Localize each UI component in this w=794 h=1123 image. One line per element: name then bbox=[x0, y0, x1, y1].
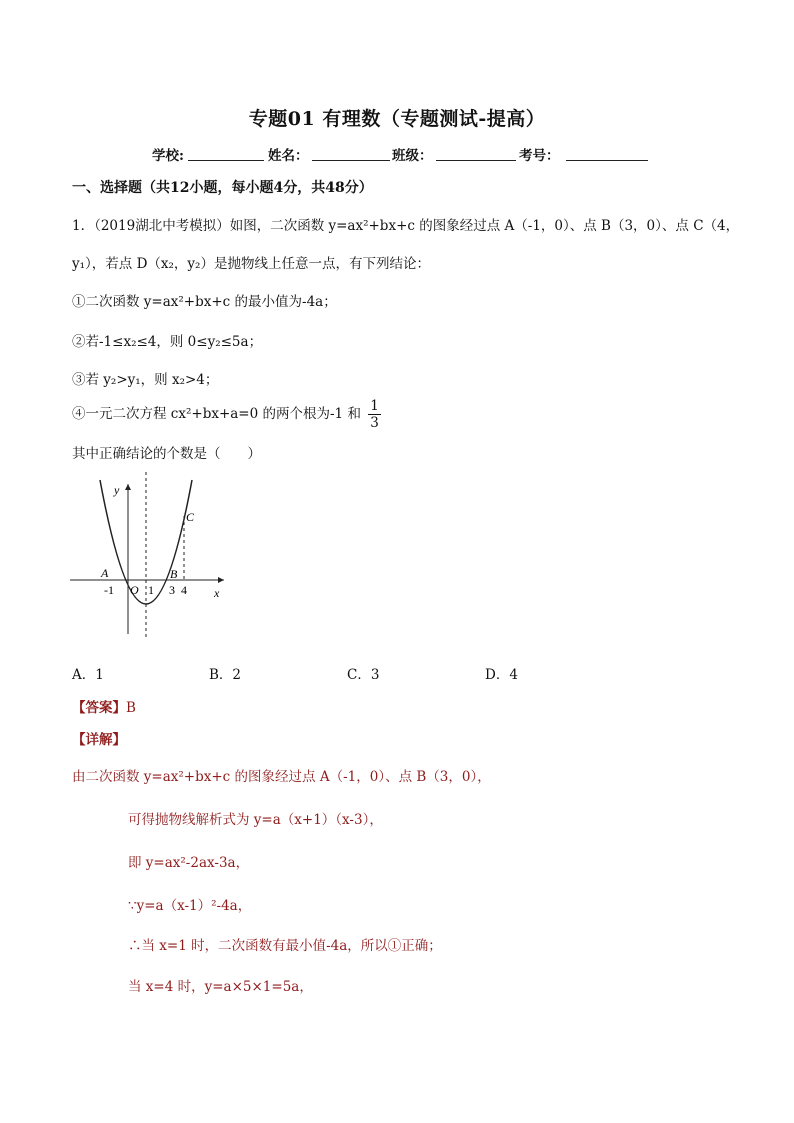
parabola-graph bbox=[66, 470, 236, 640]
name-label: 姓名： bbox=[268, 148, 309, 164]
choice-d[interactable]: D．4 bbox=[485, 667, 518, 683]
conclusion-3: ③若 y₂>y₁，则 x₂>4； bbox=[72, 372, 219, 388]
origin-label: O bbox=[130, 583, 139, 597]
school-label: 学校: bbox=[152, 148, 184, 164]
exam-no-blank[interactable] bbox=[566, 146, 648, 161]
y-axis-label: y bbox=[114, 483, 120, 497]
detail-line-6: 当 x=4 时，y=a×5×1=5a， bbox=[128, 979, 313, 995]
class-label: 班级： bbox=[392, 148, 433, 164]
tick-label-1: 1 bbox=[148, 583, 154, 597]
choice-a[interactable]: A．1 bbox=[72, 667, 104, 683]
fraction-one-third bbox=[368, 398, 381, 431]
conclusion-4 bbox=[72, 398, 381, 431]
question-ask: 其中正确结论的个数是（ ） bbox=[72, 446, 261, 462]
point-b-label: B bbox=[170, 567, 178, 581]
answer-value: B bbox=[126, 700, 136, 716]
x-axis-label: x bbox=[214, 586, 220, 600]
tick-label-3: 3 bbox=[169, 583, 175, 597]
answer-tag: 【答案】 bbox=[72, 700, 126, 716]
point-a-label: A bbox=[101, 566, 109, 580]
choice-b[interactable]: B．2 bbox=[209, 667, 242, 683]
detail-tag: 【详解】 bbox=[72, 732, 126, 748]
detail-line-5: ∴当 x=1 时，二次函数有最小值-4a，所以①正确； bbox=[128, 938, 442, 954]
tick-label-neg1: -1 bbox=[104, 583, 114, 597]
answer-line bbox=[72, 696, 136, 716]
name-blank[interactable] bbox=[312, 146, 390, 161]
fraction-denominator: 3 bbox=[370, 415, 379, 431]
tick-label-4: 4 bbox=[181, 583, 187, 597]
question-line-1: 1．（2019湖北中考模拟）如图，二次函数 y=ax²+bx+c 的图象经过点 A（-1，0）、点 B（3，0）、点 C（4， bbox=[72, 218, 740, 234]
page-title: 专题01 有理数（专题测试-提高） bbox=[248, 108, 546, 130]
detail-line-2: 可得抛物线解析式为 y=a（x+1）（x-3）， bbox=[128, 812, 383, 828]
exam-no-label: 考号： bbox=[519, 148, 560, 164]
fraction-numerator: 1 bbox=[370, 398, 379, 414]
choice-c[interactable]: C．3 bbox=[347, 667, 380, 683]
section-heading: 一、选择题（共12小题，每小题4分，共48分） bbox=[72, 180, 373, 196]
conclusion-4-text: ④一元二次方程 cx²+bx+a=0 的两个根为-1 和 bbox=[72, 406, 361, 422]
question-line-2: y₁），若点 D（x₂，y₂）是抛物线上任意一点，有下列结论： bbox=[72, 256, 430, 272]
detail-line-4: ∵y=a（x-1）²-4a， bbox=[128, 898, 252, 914]
class-blank[interactable] bbox=[436, 146, 516, 161]
school-blank[interactable] bbox=[188, 146, 264, 161]
detail-line-1: 由二次函数 y=ax²+bx+c 的图象经过点 A（-1，0）、点 B（3，0）， bbox=[72, 769, 491, 785]
point-c-label: C bbox=[186, 510, 195, 524]
conclusion-2: ②若-1≤x₂≤4，则 0≤y₂≤5a； bbox=[72, 334, 263, 350]
detail-line-3: 即 y=ax²-2ax-3a， bbox=[128, 855, 250, 871]
conclusion-1: ①二次函数 y=ax²+bx+c 的最小值为-4a； bbox=[72, 294, 337, 310]
